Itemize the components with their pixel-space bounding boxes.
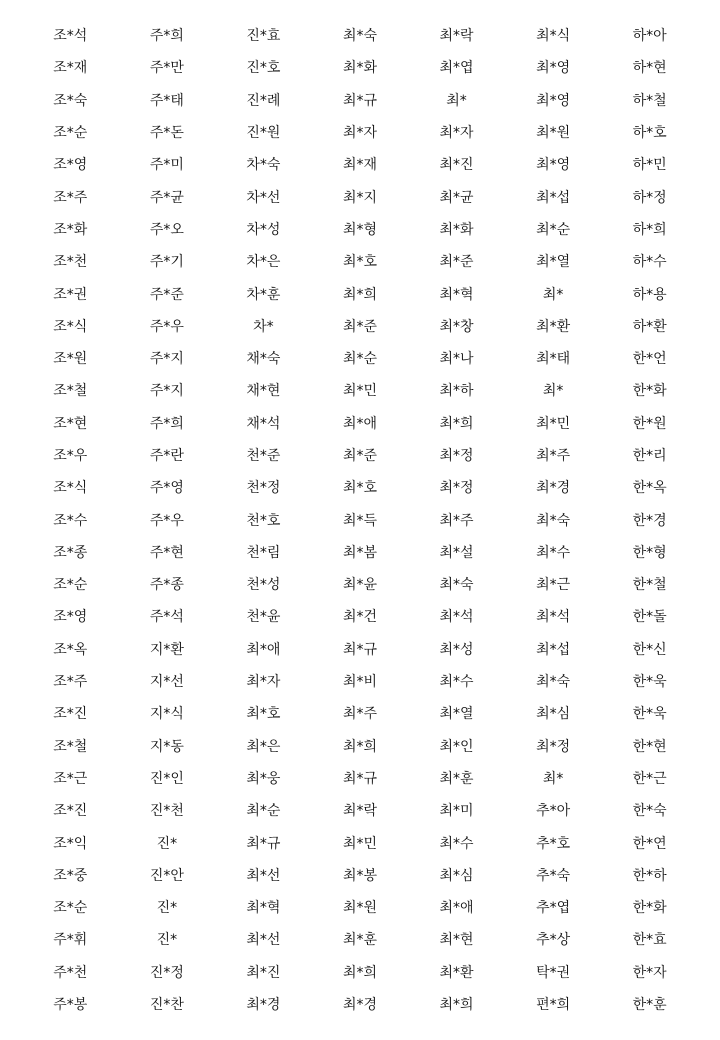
name-row xyxy=(22,51,698,83)
name-cell: 편*희 xyxy=(536,997,571,1014)
name-cell: 최*준 xyxy=(342,318,377,335)
name-cell: 최*지 xyxy=(342,189,377,206)
name-cell: 최*규 xyxy=(342,641,377,658)
name-cell: 최*규 xyxy=(342,770,377,787)
name-cell: 조*화 xyxy=(53,221,88,238)
name-cell: 한*욱 xyxy=(632,706,667,723)
name-row xyxy=(22,891,698,923)
name-cell: 조*영 xyxy=(53,157,88,174)
name-cell: 최*석 xyxy=(536,609,571,626)
name-row xyxy=(22,633,698,665)
name-cell: 최*민 xyxy=(342,383,377,400)
name-cell: 최*준 xyxy=(439,254,474,271)
name-cell: 지*식 xyxy=(149,706,184,723)
name-cell: 조*석 xyxy=(53,28,88,45)
name-cell: 주*균 xyxy=(149,189,184,206)
name-cell: 조*종 xyxy=(53,544,88,561)
name-cell: 최*자 xyxy=(246,674,281,691)
name-cell: 조*익 xyxy=(53,835,88,852)
name-cell: 최*순 xyxy=(246,803,281,820)
name-cell: 조*수 xyxy=(53,512,88,529)
name-cell: 한*형 xyxy=(632,544,667,561)
name-cell: 천*성 xyxy=(246,577,281,594)
name-cell: 최*나 xyxy=(439,351,474,368)
name-row xyxy=(22,988,698,1020)
name-cell: 최* xyxy=(542,383,564,400)
name-row xyxy=(22,923,698,955)
name-cell: 최*정 xyxy=(439,480,474,497)
name-cell: 최*진 xyxy=(439,157,474,174)
name-row xyxy=(22,374,698,406)
name-cell: 최*순 xyxy=(342,351,377,368)
name-cell: 최*비 xyxy=(342,674,377,691)
name-cell: 최*섭 xyxy=(536,189,571,206)
name-cell: 한*근 xyxy=(632,770,667,787)
name-cell: 천*윤 xyxy=(246,609,281,626)
name-cell: 최*인 xyxy=(439,738,474,755)
name-cell: 하*철 xyxy=(632,92,667,109)
name-cell: 조*철 xyxy=(53,738,88,755)
name-cell: 최*희 xyxy=(342,964,377,981)
name-cell: 최*숙 xyxy=(536,674,571,691)
name-cell: 추*숙 xyxy=(536,867,571,884)
name-cell: 주*란 xyxy=(149,448,184,464)
name-cell: 조*천 xyxy=(53,254,88,271)
name-cell: 추*아 xyxy=(536,803,571,820)
name-cell: 최*락 xyxy=(342,803,377,820)
name-cell: 최*영 xyxy=(536,60,571,77)
name-cell: 진* xyxy=(156,932,178,949)
name-cell: 최*규 xyxy=(246,835,281,852)
name-cell: 조*주 xyxy=(53,189,88,206)
name-cell: 한*숙 xyxy=(632,803,667,820)
name-cell: 최*수 xyxy=(536,544,571,561)
name-cell: 주*태 xyxy=(149,92,184,109)
name-cell: 주*희 xyxy=(149,415,184,432)
name-cell: 차* xyxy=(253,318,274,335)
name-cell: 최*심 xyxy=(536,706,571,723)
name-cell: 주*석 xyxy=(149,609,184,626)
name-cell: 최*정 xyxy=(536,738,571,755)
name-list-body xyxy=(22,19,698,1020)
name-cell: 주*지 xyxy=(149,383,184,400)
name-cell: 최*혁 xyxy=(246,900,281,917)
name-cell: 최*심 xyxy=(439,867,474,884)
name-cell: 최*민 xyxy=(342,835,377,852)
name-row xyxy=(22,536,698,568)
name-cell: 조*우 xyxy=(53,448,88,464)
name-cell: 조*현 xyxy=(53,415,88,432)
name-cell: 주*휘 xyxy=(53,932,88,949)
name-row xyxy=(22,19,698,51)
name-cell: 한*훈 xyxy=(632,997,667,1014)
name-cell: 하*정 xyxy=(632,189,667,206)
name-row xyxy=(22,956,698,988)
name-row xyxy=(22,859,698,891)
name-cell: 조*원 xyxy=(53,351,88,368)
name-cell: 조*영 xyxy=(53,609,88,626)
name-cell: 최*훈 xyxy=(342,932,377,949)
name-row xyxy=(22,148,698,180)
name-cell: 최*균 xyxy=(439,189,474,206)
name-cell: 한*옥 xyxy=(632,480,667,497)
name-cell: 최*경 xyxy=(536,480,571,497)
name-cell: 최*희 xyxy=(342,738,377,755)
name-cell: 한*언 xyxy=(632,351,667,368)
name-cell: 주*종 xyxy=(149,577,184,594)
name-cell: 진* xyxy=(156,900,178,917)
name-cell: 조*순 xyxy=(53,577,88,594)
name-cell: 주*돈 xyxy=(149,125,184,142)
name-row xyxy=(22,794,698,826)
name-cell: 진*효 xyxy=(246,28,281,45)
name-cell: 주*지 xyxy=(149,351,184,368)
name-cell: 천*준 xyxy=(246,448,281,464)
name-cell: 최*현 xyxy=(439,932,474,949)
name-cell: 진*찬 xyxy=(149,997,184,1014)
name-cell: 최*수 xyxy=(439,835,474,852)
name-cell: 최*득 xyxy=(342,512,377,529)
name-cell: 하*수 xyxy=(632,254,667,271)
name-cell: 최*설 xyxy=(439,544,474,561)
name-row xyxy=(22,568,698,600)
name-cell: 한*욱 xyxy=(632,674,667,691)
name-cell: 최* xyxy=(542,770,564,787)
name-row xyxy=(22,697,698,729)
name-row xyxy=(22,245,698,277)
name-cell: 최*재 xyxy=(342,157,377,174)
name-cell: 지*선 xyxy=(149,674,184,691)
name-cell: 한*화 xyxy=(632,383,667,400)
name-cell: 최*주 xyxy=(439,512,474,529)
name-cell: 한*철 xyxy=(632,577,667,594)
name-cell: 조*순 xyxy=(53,125,88,142)
name-cell: 주*오 xyxy=(149,221,184,238)
name-cell: 최*경 xyxy=(342,997,377,1014)
name-cell: 조*철 xyxy=(53,383,88,400)
name-cell: 주*미 xyxy=(149,157,184,174)
name-cell: 조*중 xyxy=(53,867,88,884)
name-row xyxy=(22,116,698,148)
name-cell: 조*재 xyxy=(53,60,88,77)
name-cell: 최*진 xyxy=(246,964,281,981)
name-row xyxy=(22,600,698,632)
name-cell: 최*건 xyxy=(342,609,377,626)
name-cell: 최*호 xyxy=(342,254,377,271)
name-cell: 최*락 xyxy=(439,28,474,45)
name-row xyxy=(22,180,698,212)
name-cell: 한*효 xyxy=(632,932,667,949)
name-cell: 최*미 xyxy=(439,803,474,820)
name-cell: 최*희 xyxy=(439,997,474,1014)
name-cell: 한*신 xyxy=(632,641,667,658)
name-cell: 하*용 xyxy=(632,286,667,303)
name-cell: 차*숙 xyxy=(246,157,281,174)
name-row xyxy=(22,277,698,309)
name-cell: 조*숙 xyxy=(53,92,88,109)
name-cell: 최*식 xyxy=(536,28,571,45)
name-cell: 한*돌 xyxy=(632,609,667,626)
name-cell: 탁*권 xyxy=(536,964,571,981)
name-cell: 차*은 xyxy=(246,254,281,271)
name-cell: 최*엽 xyxy=(439,60,474,77)
name-cell: 채*현 xyxy=(246,383,281,400)
name-cell: 최*봉 xyxy=(342,867,377,884)
name-cell: 최*원 xyxy=(342,900,377,917)
name-cell: 하*현 xyxy=(632,60,667,77)
name-cell: 최*준 xyxy=(342,448,377,464)
name-cell: 최*화 xyxy=(439,221,474,238)
name-cell: 최*선 xyxy=(246,867,281,884)
name-cell: 채*석 xyxy=(246,415,281,432)
name-cell: 천*정 xyxy=(246,480,281,497)
name-cell: 하*민 xyxy=(632,157,667,174)
name-cell: 최*수 xyxy=(439,674,474,691)
name-cell: 최*성 xyxy=(439,641,474,658)
name-cell: 최*열 xyxy=(439,706,474,723)
name-cell: 최*호 xyxy=(342,480,377,497)
name-cell: 진*정 xyxy=(149,964,184,981)
name-cell: 진* xyxy=(156,835,178,852)
name-cell: 최*희 xyxy=(342,286,377,303)
name-cell: 차*훈 xyxy=(246,286,281,303)
name-cell: 조*진 xyxy=(53,803,88,820)
name-cell: 주*영 xyxy=(149,480,184,497)
name-cell: 주*천 xyxy=(53,964,88,981)
name-cell: 주*준 xyxy=(149,286,184,303)
name-row xyxy=(22,665,698,697)
name-cell: 최*은 xyxy=(246,738,281,755)
name-cell: 최*봄 xyxy=(342,544,377,561)
name-cell: 지*동 xyxy=(149,738,184,755)
name-cell: 주*봉 xyxy=(53,997,88,1014)
name-cell: 한*하 xyxy=(632,867,667,884)
name-cell: 한*연 xyxy=(632,835,667,852)
name-row xyxy=(22,471,698,503)
name-cell: 최*원 xyxy=(536,125,571,142)
name-cell: 한*현 xyxy=(632,738,667,755)
name-cell: 최*석 xyxy=(439,609,474,626)
name-cell: 채*숙 xyxy=(246,351,281,368)
name-cell: 진*안 xyxy=(149,867,184,884)
name-cell: 주*우 xyxy=(149,318,184,335)
name-cell: 조*식 xyxy=(53,480,88,497)
name-row xyxy=(22,407,698,439)
name-cell: 진*호 xyxy=(246,60,281,77)
name-cell: 최*애 xyxy=(246,641,281,658)
name-cell: 한*리 xyxy=(632,448,667,464)
name-cell: 천*림 xyxy=(246,544,281,561)
name-cell: 최*근 xyxy=(536,577,571,594)
name-cell: 최*자 xyxy=(439,125,474,142)
name-cell: 최*호 xyxy=(246,706,281,723)
name-cell: 조*근 xyxy=(53,770,88,787)
name-cell: 최*혁 xyxy=(439,286,474,303)
name-cell: 최*태 xyxy=(536,351,571,368)
name-cell: 한*원 xyxy=(632,415,667,432)
name-cell: 최*애 xyxy=(439,900,474,917)
name-cell: 지*환 xyxy=(149,641,184,658)
name-cell: 한*자 xyxy=(632,964,667,981)
name-cell: 주*우 xyxy=(149,512,184,529)
name-cell: 주*만 xyxy=(149,60,184,77)
name-cell: 조*주 xyxy=(53,674,88,691)
name-row xyxy=(22,342,698,374)
name-cell: 최*영 xyxy=(536,92,571,109)
name-cell: 추*엽 xyxy=(536,900,571,917)
name-cell: 차*성 xyxy=(246,221,281,238)
name-cell: 하*아 xyxy=(632,28,667,45)
name-row xyxy=(22,826,698,858)
name-row xyxy=(22,503,698,535)
name-cell: 조*진 xyxy=(53,706,88,723)
name-cell: 조*순 xyxy=(53,900,88,917)
name-cell: 최*선 xyxy=(246,932,281,949)
name-cell: 차*선 xyxy=(246,189,281,206)
name-cell: 조*옥 xyxy=(53,641,88,658)
name-cell: 최*숙 xyxy=(439,577,474,594)
name-cell: 진*인 xyxy=(149,770,184,787)
name-cell: 최*자 xyxy=(342,125,377,142)
name-cell: 추*호 xyxy=(536,835,571,852)
name-cell: 최*영 xyxy=(536,157,571,174)
name-cell: 진*례 xyxy=(246,92,281,109)
name-cell: 주*현 xyxy=(149,544,184,561)
name-cell: 최*숙 xyxy=(536,512,571,529)
name-cell: 최*형 xyxy=(342,221,377,238)
name-cell: 하*희 xyxy=(632,221,667,238)
name-cell: 한*화 xyxy=(632,900,667,917)
name-cell: 최*웅 xyxy=(246,770,281,787)
name-cell: 최*열 xyxy=(536,254,571,271)
name-cell: 조*권 xyxy=(53,286,88,303)
name-cell: 최*주 xyxy=(536,448,571,464)
name-list-table xyxy=(22,19,698,1020)
name-cell: 최*민 xyxy=(536,415,571,432)
name-cell: 최*순 xyxy=(536,221,571,238)
name-cell: 최*희 xyxy=(439,415,474,432)
name-cell: 최*환 xyxy=(536,318,571,335)
name-cell: 최*하 xyxy=(439,383,474,400)
name-cell: 천*호 xyxy=(246,512,281,529)
name-cell: 최*화 xyxy=(342,60,377,77)
name-cell: 하*환 xyxy=(632,318,667,335)
name-cell: 추*상 xyxy=(536,932,571,949)
name-cell: 최* xyxy=(446,92,467,109)
name-cell: 한*경 xyxy=(632,512,667,529)
name-cell: 최*윤 xyxy=(342,577,377,594)
name-cell: 최*규 xyxy=(342,92,377,109)
name-cell: 주*희 xyxy=(149,28,184,45)
name-row xyxy=(22,730,698,762)
name-cell: 최*경 xyxy=(246,997,281,1014)
name-row xyxy=(22,439,698,471)
name-cell: 최*애 xyxy=(342,415,377,432)
name-cell: 진*천 xyxy=(149,803,184,820)
name-row xyxy=(22,762,698,794)
name-row xyxy=(22,213,698,245)
name-cell: 진*원 xyxy=(246,125,281,142)
name-cell: 최*훈 xyxy=(439,770,474,787)
name-cell: 최*정 xyxy=(439,448,474,464)
name-cell: 최*주 xyxy=(342,706,377,723)
name-cell: 주*기 xyxy=(149,254,184,271)
name-cell: 하*호 xyxy=(632,125,667,142)
name-cell: 최*창 xyxy=(439,318,474,335)
name-row xyxy=(22,84,698,116)
name-cell: 최* xyxy=(542,286,564,303)
name-cell: 최*환 xyxy=(439,964,474,981)
name-row xyxy=(22,310,698,342)
name-cell: 최*숙 xyxy=(342,28,377,45)
name-cell: 최*섭 xyxy=(536,641,571,658)
name-cell: 조*식 xyxy=(53,318,88,335)
